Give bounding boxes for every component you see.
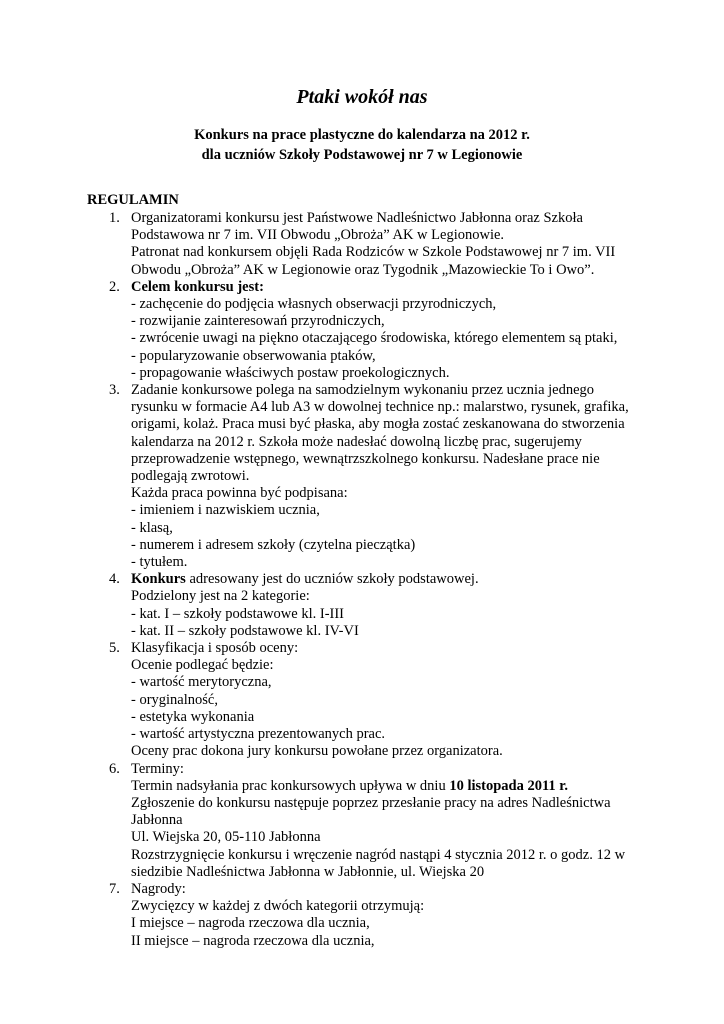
text-line: - propagowanie właściwych postaw proekologicznych. [131,364,450,381]
deadline-date: 10 listopada 2011 r. [449,777,569,794]
document-subtitle [0,125,724,165]
text-line: Obwodu „Obroża” AK w Legionowie oraz Tygodnik „Mazowieckie To i Owo”. [131,261,595,278]
text-line: Terminy: [131,760,184,777]
text-line: - zwrócenie uwagi na piękno otaczającego środowiska, którego elementem są ptaki, [131,330,618,347]
list-item [0,382,724,571]
text-line: Ocenie podlegać będzie: [131,657,274,674]
item-content [131,571,641,640]
item-number: 4. [109,571,120,588]
text-line: Nagrody: [131,880,186,897]
text-line: II miejsce – nagroda rzeczowa dla ucznia, [131,932,375,949]
text-line: origami, kolaż. Praca musi być płaska, aby mogła zostać zeskanowana do stworzenia [131,416,625,433]
text-line: podlegają zwrotowi. [131,468,250,485]
text-line: Podzielony jest na 2 kategorie: [131,588,310,605]
list-item [0,761,724,881]
item-number: 2. [109,278,120,295]
item-number: 1. [109,210,120,226]
document-title: Ptaki wokół nas [296,86,428,108]
text-line: - wartość artystyczna prezentowanych prac. [131,726,386,743]
bold-lead: Konkurs [131,571,186,588]
text-line: Ul. Wiejska 20, 05-110 Jabłonna [131,829,321,846]
deadline-text: Termin nadsyłania prac konkursowych upływa w dniu [131,777,450,794]
item-number: 5. [109,640,120,657]
text-line: Klasyfikacja i sposób oceny: [131,640,299,657]
subtitle-line: Konkurs na prace plastyczne do kalendarza na 2012 r. [194,127,530,143]
text-line: - popularyzowanie obserwowania ptaków, [131,347,376,364]
text-line: Patronat nad konkursem objęli Rada Rodziców w Szkole Podstawowej nr 7 im. VII [131,244,616,261]
text-line [131,571,641,588]
text-line: - estetyka wykonania [131,708,255,725]
text-line: przeprowadzenie wstępnego, wewnątrzszkolnego konkursu. Nadesłane prace nie [131,450,600,467]
item-number: 7. [109,880,120,897]
text-line [131,279,641,296]
item-content [131,382,641,571]
list-item [0,881,724,950]
list-item [0,571,724,640]
list-item [0,640,724,760]
text-line: - kat. I – szkoły podstawowe kl. I-III [131,605,345,622]
list-item [0,279,724,382]
text-line: Rozstrzygnięcie konkursu i wręczenie nagród nastąpi 4 stycznia 2012 r. o godz. 12 w [131,846,626,863]
text-line: Zadanie konkursowe polega na samodzielnym wykonaniu przez ucznia jednego [131,382,595,399]
subtitle-line: dla uczniów Szkoły Podstawowej nr 7 w Legionowie [201,147,523,163]
regulations-list [0,210,724,950]
text-line: - tytułem. [131,554,188,571]
item-content [131,210,641,279]
text-line: siedzibie Nadleśnictwa Jabłonna w Jabłonnie, ul. Wiejska 20 [131,863,485,880]
item-number: 6. [109,760,120,777]
text-line: - imieniem i nazwiskiem ucznia, [131,502,320,519]
text-line: kalendarza na 2012 r. Szkoła może nadesłać dowolną liczbę prac, sugerujemy [131,433,582,450]
text-line: - wartość merytoryczna, [131,674,272,691]
bold-lead: Celem konkursu jest: [131,278,264,295]
lead-rest: adresowany jest do uczniów szkoły podstawowej. [185,571,479,588]
text-line: - zachęcenie do podjęcia własnych obserwacji przyrodniczych, [131,296,497,313]
text-line: Podstawowa nr 7 im. VII Obwodu „Obroża” AK w Legionowie. [131,227,505,244]
text-line: Zgłoszenie do konkursu następuje poprzez przesłanie pracy na adres Nadleśnictwa [131,794,611,811]
text-line: Oceny prac dokona jury konkursu powołane przez organizatora. [131,743,503,760]
text-line: Zwycięzcy w każdej z dwóch kategorii otrzymują: [131,898,425,915]
text-line: - rozwijanie zainteresowań przyrodniczych, [131,313,385,330]
regulations-heading: REGULAMIN [87,192,179,208]
text-line: - oryginalność, [131,691,218,708]
text-line: Jabłonna [131,812,183,829]
text-line: I miejsce – nagroda rzeczowa dla ucznia, [131,915,370,932]
item-content [131,640,641,760]
item-number: 3. [109,382,120,399]
text-line: - klasą, [131,519,173,536]
item-content [131,881,641,950]
text-line: Każda praca powinna być podpisana: [131,485,348,502]
list-item [0,210,724,279]
text-line: - kat. II – szkoły podstawowe kl. IV-VI [131,622,359,639]
text-line [131,778,641,795]
text-line: - numerem i adresem szkoły (czytelna pieczątka) [131,536,416,553]
item-content [131,761,641,881]
item-content [131,279,641,382]
text-line: rysunku w formacie A4 lub A3 w dowolnej technice np.: malarstwo, rysunek, grafika, [131,399,629,416]
text-line: Organizatorami konkursu jest Państwowe Nadleśnictwo Jabłonna oraz Szkoła [131,210,583,226]
